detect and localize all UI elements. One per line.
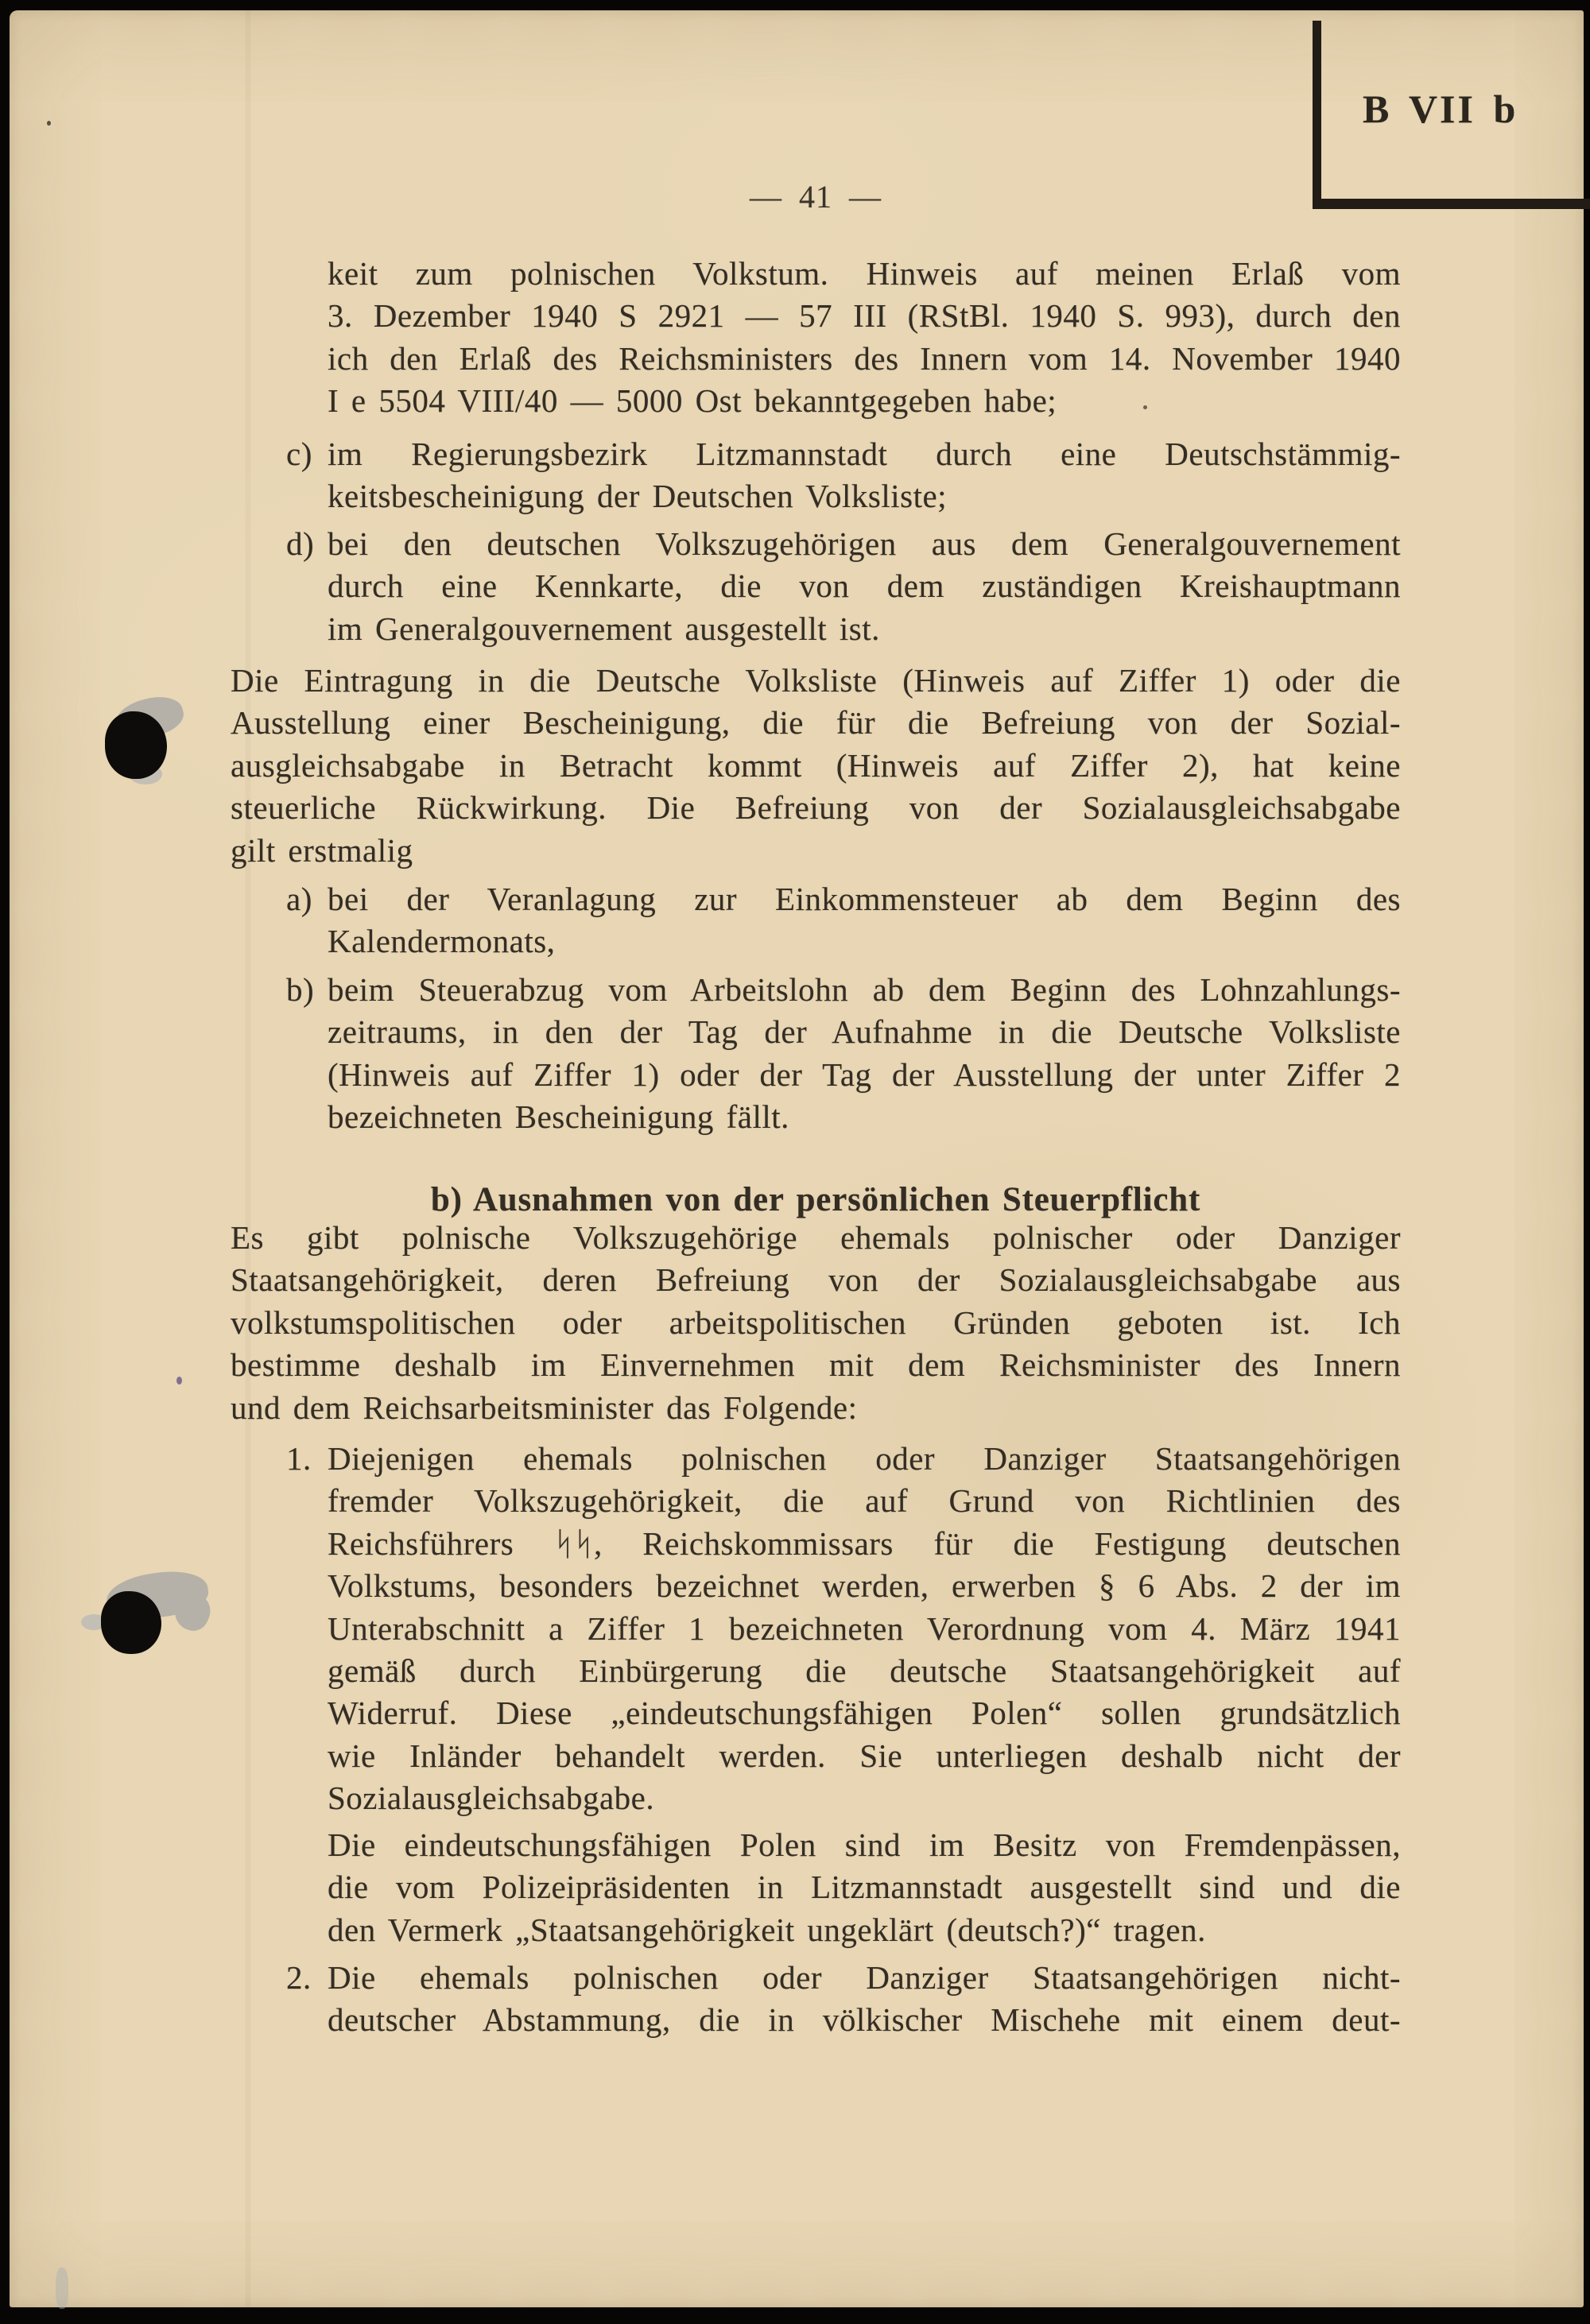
text-line: bezeichneten Bescheinigung fällt. (328, 1098, 789, 1136)
text-line: gilt erstmalig (231, 831, 413, 869)
text-line: im Regierungsbezirk Litzmannstadt durch eine Deutschstämmig- (328, 436, 1401, 472)
list-label: d) (286, 525, 315, 562)
text-line: bei den deutschen Volkszugehörigen aus dem Generalgouvernement (328, 525, 1401, 562)
text-line: keitsbescheinigung der Deutschen Volksliste; (328, 478, 948, 515)
text-line: Diejenigen ehemals polnischen oder Danziger Staatsangehörigen (328, 1440, 1401, 1477)
text-line: keit zum polnischen Volkstum. Hinweis auf meinen Erlaß vom (328, 255, 1401, 292)
text-line: steuerliche Rückwirkung. Die Befreiung von der Sozialausgleichsabgabe (231, 789, 1401, 827)
paragraph (231, 660, 1401, 872)
list-item (286, 878, 1401, 963)
section-heading: b) Ausnahmen von der persönlichen Steuerpflicht (430, 1181, 1201, 1218)
text-line: Die eindeutschungsfähigen Polen sind im Besitz von Fremdenpässen, (328, 1826, 1401, 1863)
text-line: bei der Veranlagung zur Einkommensteuer ab dem Beginn des (328, 881, 1401, 917)
list-label: b) (286, 971, 315, 1008)
paragraph (231, 1217, 1401, 1429)
list-label: 2. (286, 1959, 312, 1996)
list-item (286, 523, 1401, 650)
paper-speck (1143, 405, 1147, 409)
text-line: Die ehemals polnischen oder Danziger Staatsangehörigen nicht- (328, 1959, 1401, 1996)
text-line: Sozialausgleichsabgabe. (328, 1780, 655, 1817)
text-line: Widerruf. Diese „eindeutschungsfähigen Polen“ sollen grundsätzlich (328, 1695, 1401, 1732)
text-line: I e 5504 VIII/40 — 5000 Ost bekanntgegeben habe; (328, 382, 1057, 420)
text-line: 3. Dezember 1940 S 2921 — 57 III (RStBl. 1940 S. 993), durch den (328, 297, 1401, 335)
text-line: gemäß durch Einbürgerung die deutsche Staatsangehörigkeit auf (328, 1652, 1401, 1690)
hole-punch-top (105, 711, 167, 779)
text-line: Volkstums, besonders bezeichnet werden, erwerben § 6 Abs. 2 der im (328, 1567, 1401, 1605)
paper-speck (176, 1377, 182, 1385)
hole-punch-bottom (101, 1591, 161, 1654)
text-line: zeitraums, in den der Tag der Aufnahme in die Deutsche Volksliste (328, 1013, 1401, 1051)
text-line: ich den Erlaß des Reichsministers des Innern vom 14. November 1940 (328, 339, 1401, 377)
text-line: fremder Volkszugehörigkeit, die auf Grund von Richtlinien des (328, 1482, 1401, 1520)
text-line: Kalendermonats, (328, 923, 556, 960)
text-line: ausgleichsabgabe in Betracht kommt (Hinweis auf Ziffer 2), hat keine (231, 746, 1401, 784)
list-label: c) (286, 436, 312, 472)
text-line: deutscher Abstammung, die in völkischer Mischehe mit einem deut- (328, 2001, 1401, 2039)
text-line: Staatsangehörigkeit, deren Befreiung von der Sozialausgleichsabgabe aus (231, 1261, 1401, 1299)
section-stamp: B VII b (1363, 87, 1518, 131)
text-line: und dem Reichsarbeitsminister das Folgende: (231, 1389, 858, 1426)
text-line: Reichsführers ᛋᛋ, Reichskommissars für die Festigung deutschen (328, 1524, 1401, 1562)
list-item (286, 1438, 1401, 1820)
stamp-box (1313, 21, 1590, 209)
text-line: Es gibt polnische Volkszugehörige ehemals polnischer oder Danziger (231, 1219, 1401, 1256)
paper-edge-mark (56, 2268, 68, 2309)
list-item (286, 969, 1401, 1139)
paragraph (328, 1824, 1401, 1951)
document-page (10, 10, 1584, 2307)
list-item (286, 1957, 1401, 2042)
text-line: volkstumspolitischen oder arbeitspolitischen Gründen geboten ist. Ich (231, 1303, 1401, 1341)
text-line: Die Eintragung in die Deutsche Volksliste (Hinweis auf Ziffer 1) oder die (231, 662, 1401, 699)
text-line: den Vermerk „Staatsangehörigkeit ungeklärt (deutsch?)“ tragen. (328, 1911, 1206, 1948)
text-line: wie Inländer behandelt werden. Sie unterliegen deshalb nicht der (328, 1737, 1401, 1774)
text-line: die vom Polizeipräsidenten in Litzmannstadt ausgestellt sind und die (328, 1869, 1401, 1906)
text-line: (Hinweis auf Ziffer 1) oder der Tag der Ausstellung der unter Ziffer 2 (328, 1055, 1401, 1093)
text-line: Ausstellung einer Bescheinigung, die für die Befreiung von der Sozial- (231, 704, 1401, 742)
text-line: Unterabschnitt a Ziffer 1 bezeichneten Verordnung vom 4. März 1941 (328, 1609, 1401, 1647)
text-line: im Generalgouvernement ausgestellt ist. (328, 610, 880, 647)
paragraph (328, 253, 1401, 423)
list-item (286, 433, 1401, 518)
list-label: 1. (286, 1440, 312, 1477)
list-label: a) (286, 881, 312, 917)
text-line: durch eine Kennkarte, die von dem zuständigen Kreishauptmann (328, 567, 1401, 605)
paper-speck (47, 121, 51, 126)
page-number: — 41 — (750, 179, 882, 215)
text-line: beim Steuerabzug vom Arbeitslohn ab dem Beginn des Lohnzahlungs- (328, 971, 1401, 1008)
text-line: bestimme deshalb im Einvernehmen mit dem Reichsminister des Innern (231, 1346, 1401, 1384)
